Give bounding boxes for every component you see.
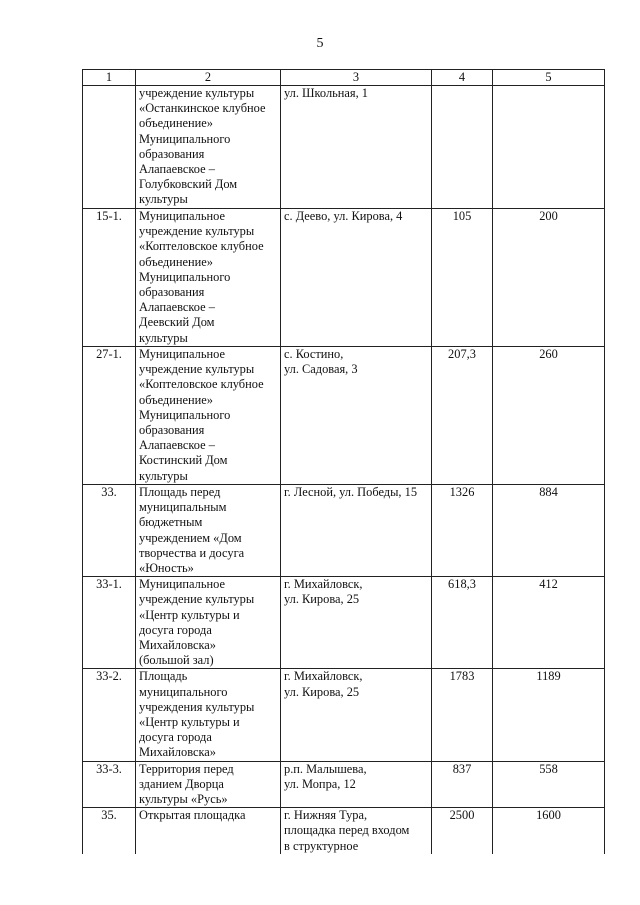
address-cell: г. Михайловск, ул. Кирова, 25 <box>281 669 432 761</box>
column-header-2: 2 <box>136 70 281 86</box>
value-cell-col5: 260 <box>493 347 605 485</box>
venue-name-cell: Муниципальное учреждение культуры «Центр культуры и досуга города Михайловска» (большой зал) <box>136 577 281 669</box>
address-cell: с. Костино, ул. Садовая, 3 <box>281 347 432 485</box>
venue-name-cell: Площадь перед муниципальным бюджетным учреждением «Дом творчества и досуга «Юность» <box>136 485 281 577</box>
row-number-cell: 33. <box>83 485 136 577</box>
table-row <box>83 347 605 485</box>
venue-name-cell: Муниципальное учреждение культуры «Коптеловское клубное объединение» Муниципального образования Алапаевское – Костинский Дом культуры <box>136 347 281 485</box>
row-number-cell <box>83 86 136 209</box>
value-cell-col4: 1326 <box>432 485 493 577</box>
value-cell-col4: 2500 <box>432 808 493 854</box>
value-cell-col5: 1189 <box>493 669 605 761</box>
venues-table <box>82 69 605 854</box>
table-row <box>83 761 605 808</box>
table-row <box>83 86 605 209</box>
venue-name-cell: Площадь муниципального учреждения культуры «Центр культуры и досуга города Михайловска» <box>136 669 281 761</box>
row-number-cell: 33-3. <box>83 761 136 808</box>
value-cell-col5: 884 <box>493 485 605 577</box>
address-cell: г. Нижняя Тура, площадка перед входом в структурное <box>281 808 432 854</box>
value-cell-col5 <box>493 86 605 209</box>
value-cell-col5: 412 <box>493 577 605 669</box>
value-cell-col5: 558 <box>493 761 605 808</box>
column-header-1: 1 <box>83 70 136 86</box>
value-cell-col4: 618,3 <box>432 577 493 669</box>
table-row <box>83 808 605 854</box>
value-cell-col5: 1600 <box>493 808 605 854</box>
address-cell: с. Деево, ул. Кирова, 4 <box>281 209 432 347</box>
column-header-3: 3 <box>281 70 432 86</box>
address-cell: р.п. Малышева, ул. Мопра, 12 <box>281 761 432 808</box>
address-cell: г. Михайловск, ул. Кирова, 25 <box>281 577 432 669</box>
venue-name-cell: Территория перед зданием Дворца культуры «Русь» <box>136 761 281 808</box>
value-cell-col4: 837 <box>432 761 493 808</box>
column-header-4: 4 <box>432 70 493 86</box>
row-number-cell: 33-2. <box>83 669 136 761</box>
row-number-cell: 35. <box>83 808 136 854</box>
row-number-cell: 15-1. <box>83 209 136 347</box>
value-cell-col4 <box>432 86 493 209</box>
value-cell-col4: 1783 <box>432 669 493 761</box>
row-number-cell: 33-1. <box>83 577 136 669</box>
table-row <box>83 485 605 577</box>
table-header-row <box>83 70 605 86</box>
value-cell-col5: 200 <box>493 209 605 347</box>
page-number: 5 <box>316 36 324 51</box>
venue-name-cell: учреждение культуры «Останкинское клубное объединение» Муниципального образования Алапаевское – Голубковский Дом культуры <box>136 86 281 209</box>
address-cell: г. Лесной, ул. Победы, 15 <box>281 485 432 577</box>
table-row <box>83 669 605 761</box>
table-row <box>83 577 605 669</box>
venue-name-cell: Открытая площадка <box>136 808 281 854</box>
row-number-cell: 27-1. <box>83 347 136 485</box>
table-row <box>83 209 605 347</box>
value-cell-col4: 105 <box>432 209 493 347</box>
column-header-5: 5 <box>493 70 605 86</box>
value-cell-col4: 207,3 <box>432 347 493 485</box>
address-cell: ул. Школьная, 1 <box>281 86 432 209</box>
venue-name-cell: Муниципальное учреждение культуры «Коптеловское клубное объединение» Муниципального образования Алапаевское – Деевский Дом культуры <box>136 209 281 347</box>
